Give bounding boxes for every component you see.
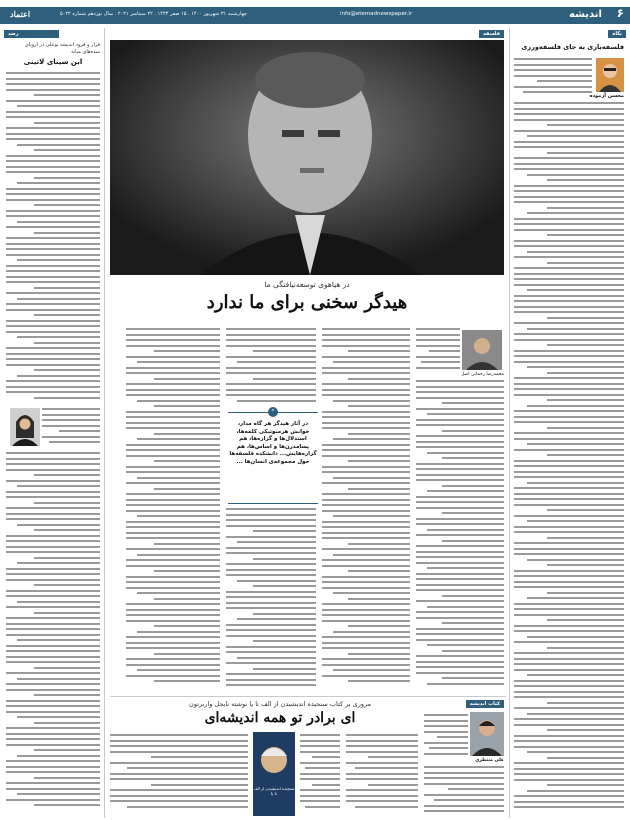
main-col-4-text [126,328,220,690]
newspaper-logo: اعتماد [10,9,31,19]
bottom-headline: ای برادر تو همه اندیشه‌ای [204,710,356,726]
header-date: چهارشنبه ۳۱ شهریور ۱۴۰۰ . ۱۵ صفر ۱۴۴۳ . ۲۲ سپتامبر ۲۰۲۱ . سال نوزدهم شماره ۵۰۲۲ [60,11,248,17]
main-kicker: در هیاهوی توسعه‌نیافتگی ما [264,280,350,289]
bottom-col-2-text [346,734,418,816]
right-column-title: فلسفه‌بازی به جای فلسفه‌ورزی [521,43,624,51]
bottom-divider [110,696,506,697]
column-divider [509,28,510,818]
bottom-author-photo [470,712,504,756]
left-author-caption [42,408,100,448]
section-title: اندیشه [569,9,602,20]
left-column-text [6,72,100,402]
main-col-1-text [416,380,504,690]
bottom-kicker: مروری بر کتاب سنجیده اندیشیدن از الف تا یا نوشته نایجل واربرتون [188,700,372,708]
left-column-title: ابن سینای لاتینی [23,58,83,66]
main-tag: فلسفه [479,30,504,38]
right-column-body-text [514,102,624,812]
book-cover [253,732,295,816]
right-column-tag: نگاه [608,30,626,38]
bottom-col-3-text [300,734,340,816]
left-column-text-lower [6,452,100,812]
bottom-col-4-text [110,734,248,816]
book-title: سنجیده اندیشیدن از الف تا یا [253,786,295,796]
left-author-photo [10,408,40,446]
pull-quote-text: در آثار هیدگر هر گاه مدار، خوانش هرمنوتیکی کلمه‌ها، استدلال‌ها و گزاره‌ها، هم پسامدرن‌ها و اساس‌ها، هم گزاره‌ها‌یش... دانشکده فلسفه‌ها حول مجموعه‌ی انسان‌ها ... [229,421,317,465]
right-author-name: محسن آزموده [589,93,624,99]
bottom-author-name: علی منتظری [475,758,504,763]
main-author-caption [416,328,460,373]
bottom-author-caption [424,714,468,762]
left-column-kicker: فراز و فرود اندیشه بوعلی در اروپای سده‌های میانه [24,42,100,55]
bottom-tag: کتاب اندیشه [466,700,504,708]
left-column-divider [104,28,105,818]
pull-quote [228,408,318,504]
bottom-col-1-text [424,766,504,816]
author-photo [596,58,624,92]
main-headline: هیدگر سخنی برای ما ندارد [206,292,408,313]
main-author-name: محمدرضا رحمانی اصل [461,372,504,377]
main-author-photo [462,330,502,370]
right-column-intro-text [514,58,592,96]
main-col-3-lower-text [226,508,316,690]
main-col-3-text [226,328,316,408]
left-column-tag: رصد [4,30,59,38]
header-email[interactable]: info@etemadnewspaper.ir [340,11,413,17]
main-col-2-text [322,328,410,690]
page-number: ۶ [616,6,624,20]
heidegger-photo [110,40,504,275]
quote-icon: “ [268,407,278,417]
